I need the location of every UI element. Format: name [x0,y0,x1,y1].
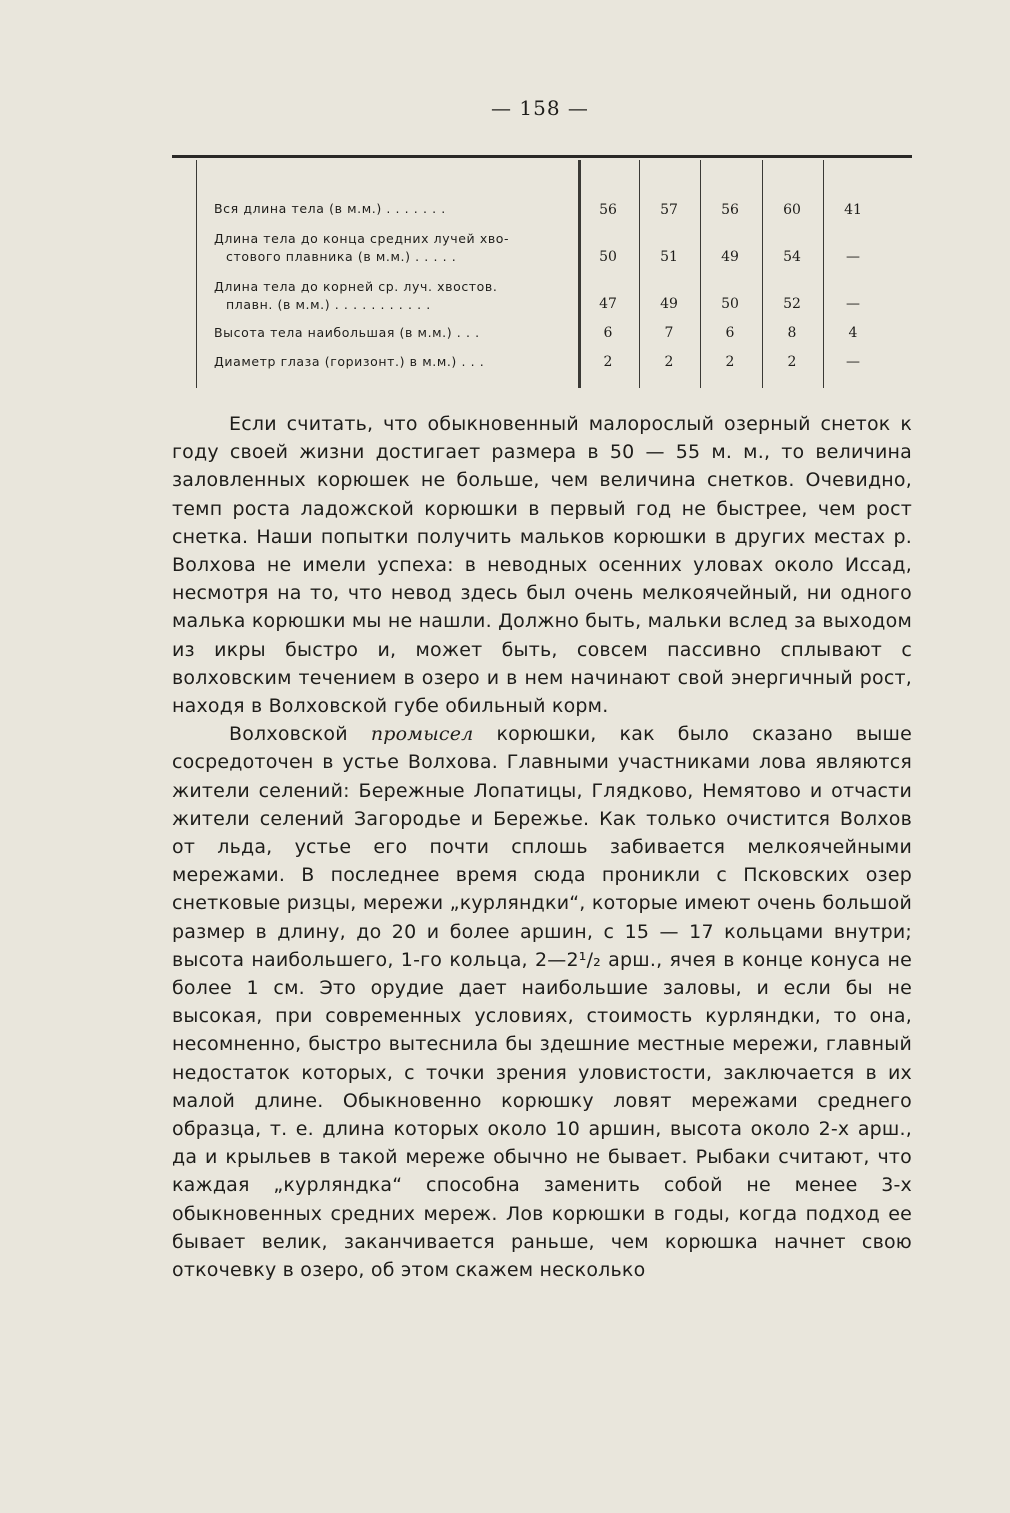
table-cell: 50 [599,249,617,265]
table-cell: — [846,249,860,265]
paragraph-lead: Волховской [229,723,371,746]
body-text [172,410,912,1284]
table-row-label: Вся длина тела (в м.м.) . . . . . . . [214,201,446,216]
table-cell: 6 [725,325,735,341]
table-cell: 49 [660,296,678,312]
table-cell: — [846,354,860,370]
paragraph [172,720,912,1284]
table-cell: 50 [721,296,739,312]
paragraph: Если считать, что обыкновенный малорослый озерный снеток к году своей жизни достигает размера в 50 — 55 м. м., то величина заловленных корюшек не больше, чем величина снетков. Очевидно, темп роста ладожской корюшки в первый год не быстрее, чем рост снетка. Наши попытки получить мальков корюшки в других местах р. Волхова не имели успеха: в неводных осенних уловах около Иссад, несмотря на то, что невод здесь был очень мелкоячейный, ни одного малька корюшки мы не нашли. Должно быть, мальки вслед за выходом из икры быстро и, может быть, совсем пассивно сплывают с волховским течением в озеро и в нем начинают свой энергичный рост, находя в Волховской губе обильный корм. [172,413,912,718]
table-row-label: Диаметр глаза (горизонт.) в м.м.) . . . [214,354,485,369]
table-cell: 41 [844,202,862,218]
table-cell: 8 [787,325,797,341]
table-cell: 2 [725,354,735,370]
table-cell: 49 [721,249,739,265]
table-cell: 54 [783,249,801,265]
table-row-label: Высота тела наибольшая (в м.м.) . . . [214,325,480,340]
table-cell: 7 [664,325,674,341]
top-rule [172,155,912,158]
table-left-border [196,160,197,388]
table-cell: 52 [783,296,801,312]
table-cell: 4 [848,325,858,341]
table-cell: 2 [787,354,797,370]
table-row-label: Длина тела до корней ср. луч. хвостов. плавн. (в м.м.) . . . . . . . . . . . [214,279,498,312]
table-cell: 51 [660,249,678,265]
table-cell: 47 [599,296,617,312]
paragraph-rest: корюшки, как было сказано выше сосредоточен в устье Волхова. Главными участниками лова являются жители селений: Бережные Лопатицы, Глядково, Немятово и отчасти жители селений Загородье и Бережье. Как только очистится Волхов от льда, устье его почти сплошь забивается мелкоячейными мережами. В последнее время сюда проникли с Псковских озер снетковые ризцы, мережи „курляндки“, которые имеют очень большой размер в длину, до 20 и более аршин, с 15 — 17 кольцами внутри; высота наибольшего, 1-го кольца, 2—2¹/₂ арш., ячея в конце конуса не более 1 см. Это орудие дает наибольшие заловы, и если бы не высокая, при современных условиях, стоимость курляндки, то она, несомненно, быстро вытеснила бы здешние местные мережи, главный недостаток которых, с точки зрения уловистости, заключается в их малой длине. Обыкновенно корюшку ловят мережами среднего образца, т. е. длина которых около 10 аршин, высота около 2-х арш., да и крыльев в такой мереже обычно не бывает. Рыбаки считают, что каждая „курляндка“ способна заменить собой не менее 3-х обыкновенных средних мереж. Лов корюшки в годы, когда подход ее бывает велик, заканчивается раньше, чем корюшка начнет свою откочевку в озеро, об этом скажем несколько [172,723,912,1282]
table-cell: 2 [603,354,613,370]
page-number: — 158 — [491,96,589,120]
table-cell: 6 [603,325,613,341]
emphasized-word: промысел [370,723,474,746]
table-row-label: Длина тела до конца средних лучей хво- стового плавника (в м.м.) . . . . . [214,231,510,264]
table-cell: 60 [783,202,801,218]
measurements-table [196,160,911,388]
table-cell: 57 [660,202,678,218]
table-cell: 56 [599,202,617,218]
table-cell: 2 [664,354,674,370]
table-cell: 56 [721,202,739,218]
table-cell: — [846,296,860,312]
